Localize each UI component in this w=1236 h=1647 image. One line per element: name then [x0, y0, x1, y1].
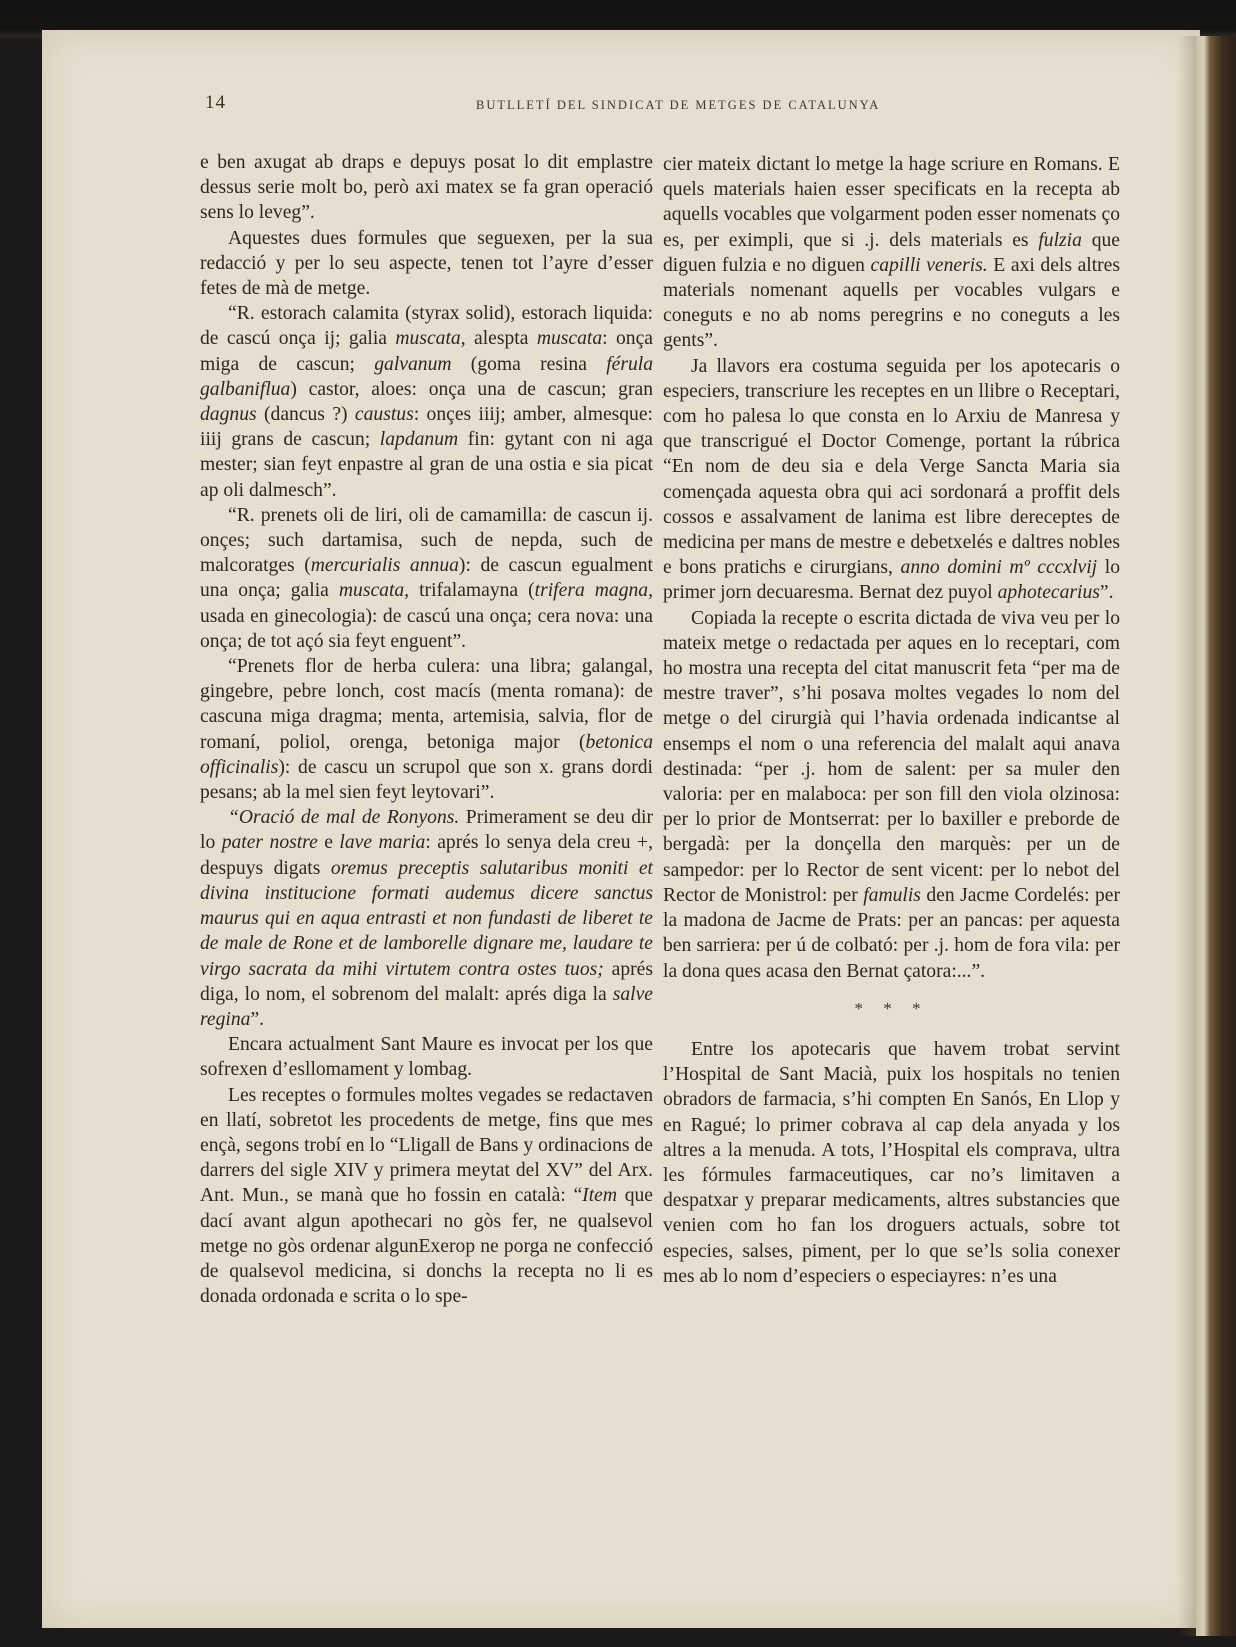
recipe-paragraph: “R. prenets oli de liri, oli de camamilla: de cascun ij. onçes; such dartamisa, such de nepda, such de malcoratges (mercurialis annua): de cascun egualment una onça; galia muscata, trifalamayna (trifera magna, usada en ginecologia): de cascú una onça; cera nova: una onça; de tot açó sia feyt enguent”.: [200, 504, 654, 652]
running-title: BUTLLETÍ DEL SINDICAT DE METGES DE CATALUNYA: [476, 98, 881, 112]
section-separator: * * *: [854, 998, 929, 1018]
recipe-paragraph: “Prenets flor de herba culera: una libra; galangal, gingebre, pebre lonch, cost macís (menta romana): de cascuna miga dragma; menta, artemisia, salvia, flor de romaní, poliol, orenga, betoniga major (betonica officinalis): de cascu un scrupol que son x. grans dordi pesans; ab la mel sien feyt leytovari”.: [200, 656, 653, 804]
paragraph: Entre los apotecaris que havem trobat servint l’Hospital de Sant Macià, puix los hospitals no tenien obradors de farmacia, s’hi compten En Sanós, En Llop y en Ragué; lo primer cobrava al cap dela anyada y los altres a la menuda. A tots, l’Hospital els comprava, ultra les fórmules farmaceutiques, car no’s limitaven a despatxar y preparar medicaments, altres substancies que venien com ho fan los droguers actuals, sobre tot especies, salses, piment, per lo que se’ls solia conexer mes ab lo nom d’especiers o especiayres: n’es una: [663, 1038, 1120, 1287]
page-number: 14: [205, 92, 226, 113]
prayer-paragraph: “Oració de mal de Ronyons. Primerament se deu dir lo pater nostre e lave maria: aprés lo senya dela creu +, despuys digats oremus preceptis salutaribus moniti et divina institucione formati audemus dicere sanctus maurus qui en aqua entrasti et non fundasti de liberet te de male de Rone et de lamborelle dignare me, laudare te virgo sacrata da mihi virtutem contra ostes tuos; aprés diga, lo nom, el sobrenom del malalt: aprés diga la salve regina”.: [200, 807, 654, 1030]
left-column: [200, 150, 653, 1309]
paragraph: Encara actualment Sant Maure es invocat per los que sofrexen d’esllomament y lombag.: [200, 1034, 653, 1081]
book-spine: [1196, 36, 1236, 1636]
paragraph: Les receptes o formules moltes vegades se redactaven en llatí, sobretot les procedents de metge, fins que mes ençà, segons trobí en lo “Lligall de Bans y ordinacions de darrers del sigle XIV y primera meytat del XV” del Arx. Ant. Mun., se manà que ho fossin en català: “Item que dací avant algun apothecari no gòs fer, ne qualsevol metge no gòs ordenar algunExerop ne porga ne confecció de qualsevol medicina, si donchs la recepta no li es donada ordonada e scrita o lo spe-: [200, 1084, 653, 1308]
paragraph: Copiada la recepte o escrita dictada de viva veu per lo mateix metge o redactada per aques en lo receptari, com ho mostra una recepta del citat manuscrit feta “per ma de mestre traver”, s’hi posava moltes vegades lo nom del metge o del cirurgià qui l’havia ordenada indicantse al ensemps el nom o una referencia del malalt aqui anava destinada: “per .j. hom de salent: per sa muler den valoria: per en malaboca: per son fill den viola olzinosa: per lo prior de Montserrat: per lo baxiller e preborde de bergadà: per la donçella den marquès: per un de sampedor: per lo Rector de sent vicent: per lo nebot del Rector de Monistrol: per famulis den Jacme Cordelés: per la madona de Jacme de Prats: per an pancas: per aquesta ben sarriera: per ú de colbató: per .j. hom de fora vila: per la dona ques acasa den Bernat çatora:...”.: [663, 607, 1121, 982]
paragraph: Ja llavors era costuma seguida per los apotecaris o especiers, transcriure les receptes en un llibre o Receptari, com ho palesa lo que consta en lo Arxiu de Manresa y que transcrigué el Doctor Comenge, portant la rúbrica “En nom de deu sia e dela Verge Sancta Maria sia començada aquesta obra qui aci sordonará a proffit dels cossos e assalvament de lanima est libre dereceptes de medicina per mans de mestre e debetxelés e daltres nobles e bons pratichs e cirurgians, anno domini mº cccxlvij lo primer jorn decuaresma. Bernat dez puyol aphotecarius”.: [663, 355, 1120, 604]
recipe-paragraph: “R. estorach calamita (styrax solid), estorach liquida: de cascú onça ij; galia muscata, alespta muscata: onça miga de cascun; galvanum (goma resina férula galbaniflua) castor, aloes: onça una de cascun; gran dagnus (dancus ?) caustus: onçes iiij; amber, almesque: iiij grans de cascun; lapdanum fin: gytant con ni aga mester; sian feyt enpastre al gran de una ostia e sia picat ap oli dalmesch”.: [200, 303, 653, 501]
paragraph: cier mateix dictant lo metge la hage scriure en Romans. E quels materials haien esser specificats en la recepta ab aquells vocables que volgarment poden esser nomenats ço es, per eximpli, que si .j. dels materials es fulzia que diguen fulzia e no diguen capilli veneris. E axi dels altres materials nomenant aquells per vocables vulgars e coneguts e no ab noms peregrins e no coneguts a les gents”.: [663, 154, 1120, 352]
paragraph: e ben axugat ab draps e depuys posat lo dit emplastre dessus serie molt bo, però axi matex se fa gran operació sens lo leveg”.: [200, 152, 653, 224]
right-column: [663, 152, 1120, 1289]
paragraph: Aquestes dues formules que seguexen, per la sua redacció y per lo seu aspecte, tenen tot l’ayre d’esser fetes de mà de metge.: [200, 227, 653, 300]
